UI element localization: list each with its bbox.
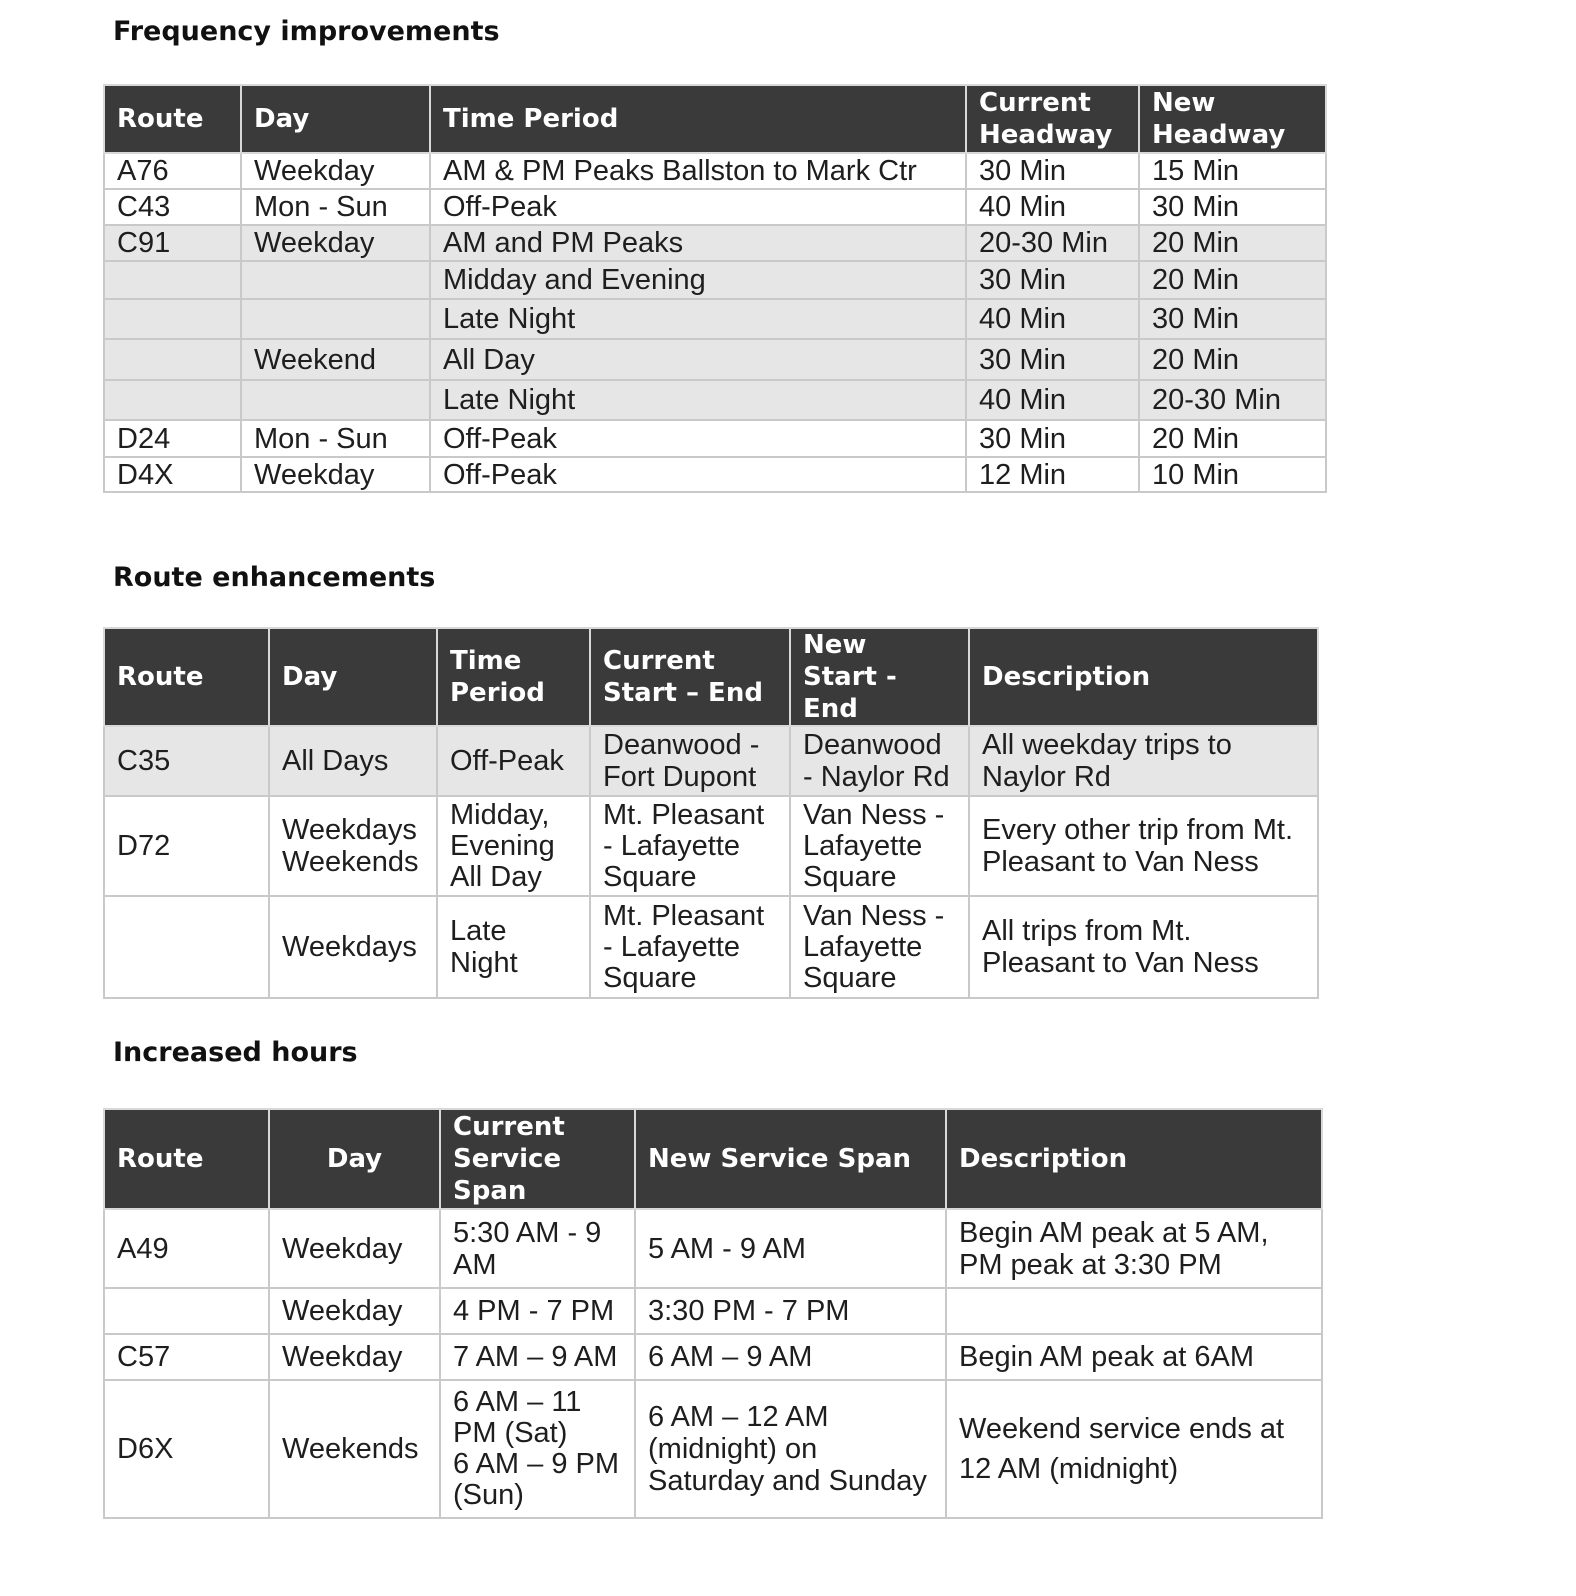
cell-day: Mon - Sun (241, 420, 430, 457)
cell-route: D72 (104, 796, 269, 896)
cell-day: Mon - Sun (241, 189, 430, 225)
cell-current-headway: 40 Min (966, 380, 1139, 420)
cell-current-start-end: Mt. Pleasant - Lafayette Square (590, 796, 790, 896)
route-enhancements-heading: Route enhancements (113, 562, 436, 593)
cell-day: Weekend (241, 339, 430, 380)
header-current-service-span: Current Service Span (440, 1109, 635, 1209)
cell-route: C57 (104, 1334, 269, 1380)
header-current-start-end: Current Start – End (590, 628, 790, 726)
cell-current-headway: 12 Min (966, 457, 1139, 492)
cell-current-headway: 40 Min (966, 299, 1139, 339)
cell-new-headway: 15 Min (1139, 153, 1326, 189)
header-new-headway: New Headway (1139, 85, 1326, 153)
cell-day: Weekday (241, 153, 430, 189)
cell-current-headway: 30 Min (966, 261, 1139, 299)
cell-day: Weekday (241, 225, 430, 261)
table-row (104, 225, 1326, 261)
cell-day: Weekdays (269, 896, 437, 998)
cell-day: Weekday (269, 1209, 440, 1288)
cell-route (104, 380, 241, 420)
increased-hours-heading: Increased hours (113, 1037, 358, 1068)
table-row (104, 1334, 1322, 1380)
cell-current-service-span: 4 PM - 7 PM (440, 1288, 635, 1334)
cell-description: Begin AM peak at 6AM (946, 1334, 1322, 1380)
cell-current-headway: 30 Min (966, 153, 1139, 189)
cell-day: Weekdays Weekends (269, 796, 437, 896)
cell-route (104, 261, 241, 299)
table-row (104, 189, 1326, 225)
cell-description: Every other trip from Mt. Pleasant to Van Ness (969, 796, 1318, 896)
header-new-start-end: New Start - End (790, 628, 969, 726)
table-row (104, 1380, 1322, 1518)
cell-new-start-end: Deanwood - Naylor Rd (790, 726, 969, 796)
cell-current-headway: 20-30 Min (966, 225, 1139, 261)
cell-description: All weekday trips to Naylor Rd (969, 726, 1318, 796)
cell-time-period: Off-Peak (430, 189, 966, 225)
cell-day: Weekday (269, 1334, 440, 1380)
cell-route: D6X (104, 1380, 269, 1518)
cell-route: A49 (104, 1209, 269, 1288)
cell-new-headway: 10 Min (1139, 457, 1326, 492)
cell-time-period: Off-Peak (430, 457, 966, 492)
cell-time-period: AM and PM Peaks (430, 225, 966, 261)
header-description: Description (946, 1109, 1322, 1209)
table-row (104, 420, 1326, 457)
header-route: Route (104, 628, 269, 726)
cell-new-headway: 20-30 Min (1139, 380, 1326, 420)
header-route: Route (104, 1109, 269, 1209)
cell-description: Begin AM peak at 5 AM, PM peak at 3:30 PM (946, 1209, 1322, 1288)
cell-time-period: Late Night (437, 896, 590, 998)
cell-new-headway: 20 Min (1139, 420, 1326, 457)
cell-current-headway: 40 Min (966, 189, 1139, 225)
table-row (104, 457, 1326, 492)
header-current-headway: Current Headway (966, 85, 1139, 153)
cell-current-headway: 30 Min (966, 339, 1139, 380)
cell-description: Weekend service ends at 12 AM (midnight) (946, 1380, 1322, 1518)
frequency-table (103, 84, 1327, 493)
cell-description (946, 1288, 1322, 1334)
cell-new-headway: 20 Min (1139, 339, 1326, 380)
cell-new-headway: 30 Min (1139, 299, 1326, 339)
cell-route: A76 (104, 153, 241, 189)
cell-time-period: All Day (430, 339, 966, 380)
table-header-row (104, 85, 1326, 153)
cell-route: C43 (104, 189, 241, 225)
cell-new-service-span: 5 AM - 9 AM (635, 1209, 946, 1288)
cell-new-start-end: Van Ness - Lafayette Square (790, 796, 969, 896)
cell-description: All trips from Mt. Pleasant to Van Ness (969, 896, 1318, 998)
table-row (104, 339, 1326, 380)
cell-day (241, 380, 430, 420)
header-day: Day (241, 85, 430, 153)
route-enhancements-table (103, 627, 1319, 999)
cell-day (241, 261, 430, 299)
header-day: Day (269, 1109, 440, 1209)
table-row (104, 796, 1318, 896)
cell-route (104, 1288, 269, 1334)
cell-current-start-end: Deanwood - Fort Dupont (590, 726, 790, 796)
cell-time-period: Late Night (430, 299, 966, 339)
increased-hours-table (103, 1108, 1323, 1519)
header-description: Description (969, 628, 1318, 726)
header-new-service-span: New Service Span (635, 1109, 946, 1209)
cell-new-start-end: Van Ness - Lafayette Square (790, 896, 969, 998)
cell-current-service-span: 6 AM – 11 PM (Sat) 6 AM – 9 PM (Sun) (440, 1380, 635, 1518)
table-row (104, 261, 1326, 299)
cell-new-headway: 20 Min (1139, 261, 1326, 299)
cell-route (104, 299, 241, 339)
header-route: Route (104, 85, 241, 153)
frequency-improvements-heading: Frequency improvements (113, 16, 500, 47)
cell-route: C91 (104, 225, 241, 261)
header-day: Day (269, 628, 437, 726)
cell-route: D4X (104, 457, 241, 492)
table-row (104, 1288, 1322, 1334)
cell-current-start-end: Mt. Pleasant - Lafayette Square (590, 896, 790, 998)
cell-route: C35 (104, 726, 269, 796)
cell-new-service-span: 6 AM – 12 AM (midnight) on Saturday and Sunday (635, 1380, 946, 1518)
header-time-period: Time Period (437, 628, 590, 726)
table-row (104, 726, 1318, 796)
table-row (104, 1209, 1322, 1288)
cell-time-period: Off-Peak (437, 726, 590, 796)
cell-time-period: Late Night (430, 380, 966, 420)
cell-route (104, 896, 269, 998)
cell-current-service-span: 5:30 AM - 9 AM (440, 1209, 635, 1288)
table-header-row (104, 1109, 1322, 1209)
table-row (104, 299, 1326, 339)
cell-new-service-span: 3:30 PM - 7 PM (635, 1288, 946, 1334)
cell-day: Weekday (269, 1288, 440, 1334)
header-time-period: Time Period (430, 85, 966, 153)
table-header-row (104, 628, 1318, 726)
table-row (104, 153, 1326, 189)
cell-day: All Days (269, 726, 437, 796)
cell-day: Weekends (269, 1380, 440, 1518)
table-row (104, 896, 1318, 998)
cell-route (104, 339, 241, 380)
cell-time-period: Off-Peak (430, 420, 966, 457)
cell-time-period: Midday, Evening All Day (437, 796, 590, 896)
cell-time-period: AM & PM Peaks Ballston to Mark Ctr (430, 153, 966, 189)
cell-current-service-span: 7 AM – 9 AM (440, 1334, 635, 1380)
cell-current-headway: 30 Min (966, 420, 1139, 457)
cell-day: Weekday (241, 457, 430, 492)
table-row (104, 380, 1326, 420)
cell-new-headway: 30 Min (1139, 189, 1326, 225)
cell-new-service-span: 6 AM – 9 AM (635, 1334, 946, 1380)
cell-day (241, 299, 430, 339)
cell-route: D24 (104, 420, 241, 457)
cell-new-headway: 20 Min (1139, 225, 1326, 261)
cell-time-period: Midday and Evening (430, 261, 966, 299)
